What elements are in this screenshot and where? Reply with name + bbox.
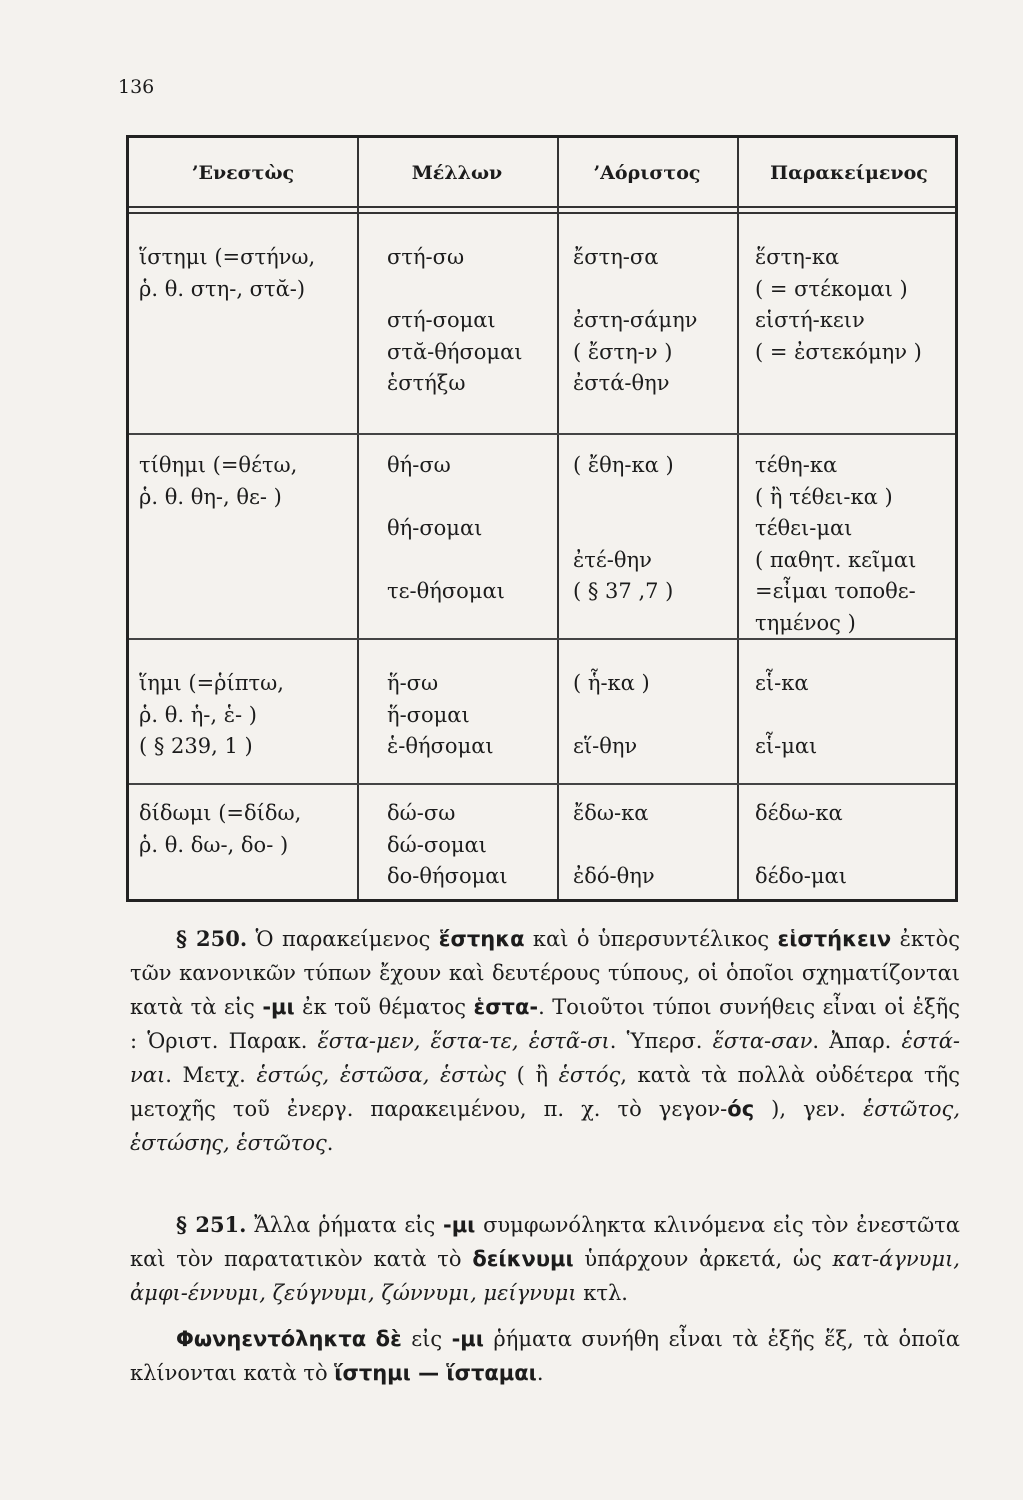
- cell-perfect-1: ἕστη-κα ( = στέκομαι ) εἱστή-κειν ( = ἐστεκόμην ): [755, 245, 922, 364]
- section-mark: § 251.: [176, 1212, 247, 1237]
- cell-future-3: ἥ-σω ἥ-σομαι ἑ-θήσομαι: [387, 671, 494, 758]
- cell-present-2: τίθημι (=θέτω, ῥ. θ. θη-, θε- ): [139, 453, 298, 509]
- row-divider: [129, 783, 955, 785]
- cell-aorist-4: ἔδω-κα ἐδό-θην: [573, 801, 655, 888]
- cell-present-3: ἵημι (=ῥίπτω, ῥ. θ. ἡ-, ἑ- ) ( § 239, 1 ): [139, 671, 284, 758]
- header-aorist: ’Αόριστος: [593, 162, 701, 184]
- section-251: § 251. Ἄλλα ῥήματα εἰς -μι συμφωνόληκτα κλινόμενα εἰς τὸν ἐνεστῶτα καὶ τὸν παρατατικὸν κατὰ τὸ δείκνυμι ὑπάρχουν ἀρκετά, ὡς κατ-άγνυμι, ἀμφι-έννυμι, ζεύγνυμι, ζώννυμι, μείγνυμι κτλ.: [130, 1212, 960, 1305]
- cell-future-1: στή-σω στή-σομαι στᾰ-θήσομαι ἑστήξω: [387, 245, 523, 395]
- paragraph-vowel-verbs: Φωνηεντόληκτα δὲ εἰς -μι ῥήματα συνήθη εἶναι τὰ ἑξῆς ἕξ, τὰ ὁποῖα κλίνονται κατὰ τὸ ἵστημι — ἵσταμαι.: [130, 1327, 960, 1385]
- cell-perfect-2: τέθη-κα ( ἢ τέθει-κα ) τέθει-μαι ( παθητ. κεῖμαι =εἶμαι τοποθε- τημένος ): [755, 453, 917, 635]
- column-divider: [557, 138, 559, 899]
- cell-aorist-2: ( ἔθη-κα ) ἐτέ-θην ( § 37 ,7 ): [573, 453, 674, 603]
- cell-perfect-3: εἷ-κα εἷ-μαι: [755, 671, 818, 758]
- cell-present-1: ἵστημι (=στήνω, ῥ. θ. στη-, στᾰ-): [139, 245, 316, 301]
- column-divider: [737, 138, 739, 899]
- cell-perfect-4: δέδω-κα δέδο-μαι: [755, 801, 847, 888]
- cell-future-4: δώ-σω δώ-σομαι δο-θήσομαι: [387, 801, 508, 888]
- header-present: ’Ενεστὼς: [191, 162, 295, 184]
- cell-future-2: θή-σω θή-σομαι τε-θήσομαι: [387, 453, 505, 603]
- column-divider: [357, 138, 359, 899]
- page-number: 136: [118, 76, 155, 98]
- header-rule: [129, 212, 955, 214]
- header-future: Μέλλων: [411, 162, 503, 184]
- conjugation-table: [126, 135, 958, 902]
- cell-aorist-1: ἔστη-σα ἐστη-σάμην ( ἔστη-ν ) ἐστά-θην: [573, 245, 698, 395]
- row-divider: [129, 433, 955, 435]
- section-mark: § 250.: [176, 926, 248, 951]
- header-perfect: Παρακείμενος: [770, 162, 928, 184]
- cell-present-4: δίδωμι (=δίδω, ῥ. θ. δω-, δο- ): [139, 801, 302, 857]
- cell-aorist-3: ( ἧ-κα ) εἵ-θην: [573, 671, 650, 758]
- section-250: § 250. Ὁ παρακείμενος ἕστηκα καὶ ὁ ὑπερσυντέλικος εἱστήκειν ἐκτὸς τῶν κανονικῶν τύπων ἔχουν καὶ δευτέρους τύπους, οἱ ὁποῖοι σχηματίζονται κατὰ τὰ εἰς -μι ἐκ τοῦ θέματος ἑστα-. Τοιοῦτοι τύποι συνήθεις εἶναι οἱ ἑξῆς : Ὁριστ. Παρακ. ἕστα-μεν, ἕστα-τε, ἑστᾶ-σι. Ὑπερσ. ἕστα-σαν. Ἀπαρ. ἑστά-ναι. Μετχ. ἑστώς, ἑστῶσα, ἑστὼς ( ἢ ἑστός, κατὰ τὰ πολλὰ οὐδέτερα τῆς μετοχῆς τοῦ ἐνεργ. παρακειμένου, π. χ. τὸ γεγον-ός ), γεν. ἑστῶτος, ἑστώσης, ἑστῶτος.: [130, 926, 960, 1155]
